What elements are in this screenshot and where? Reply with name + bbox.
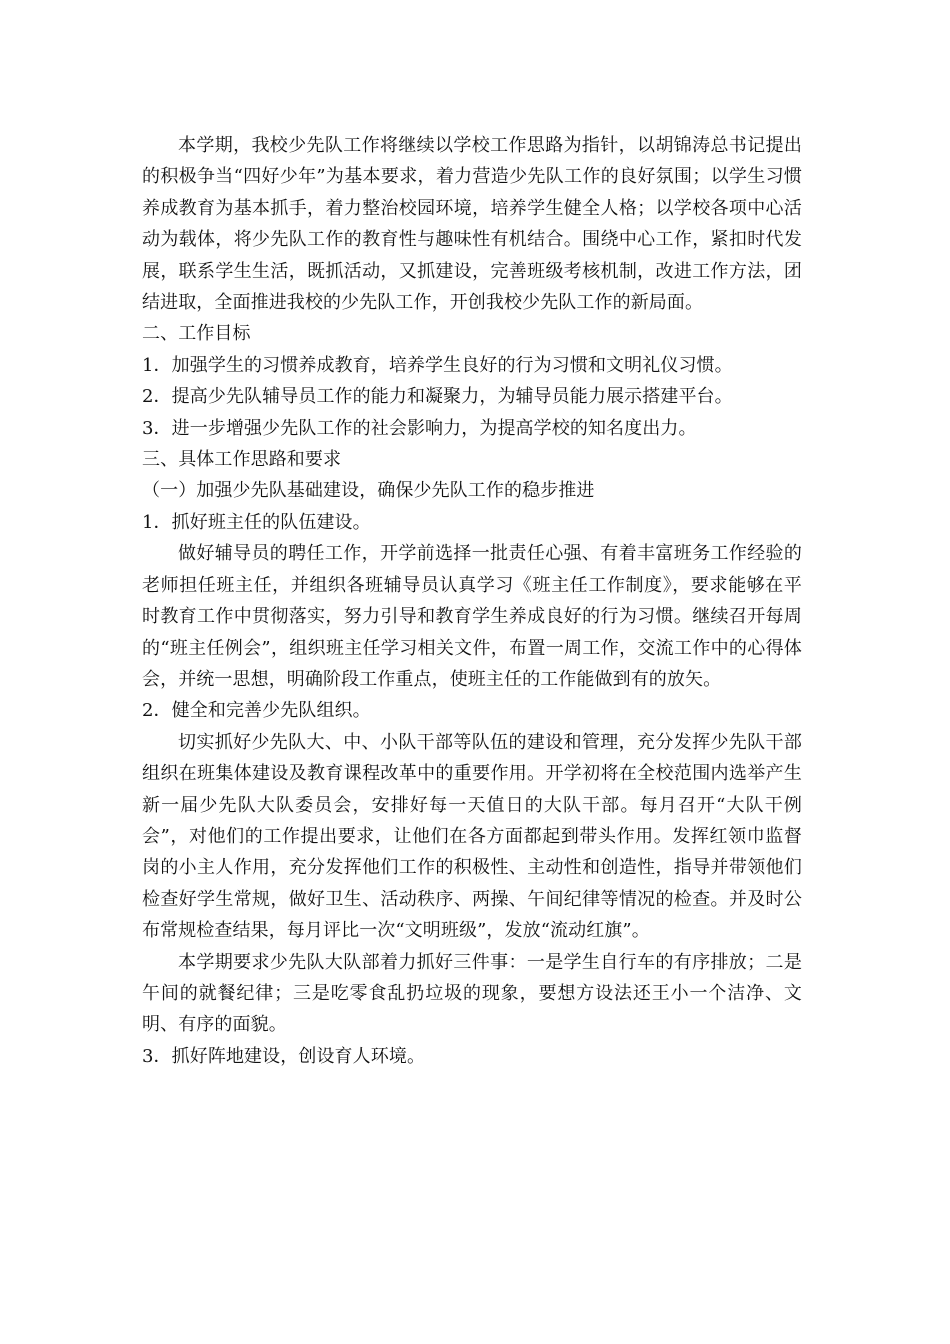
intro-paragraph: 本学期，我校少先队工作将继续以学校工作思路为指针，以胡锦涛总书记提出的积极争当“四好少年”为基本要求，着力营造少先队工作的良好氛围；以学生习惯养成教育为基本抓手，着力整治校园环境，培养学生健全人格；以学校各项中心活动为载体，将少先队工作的教育性与趣味性有机结合。围绕中心工作，紧扣时代发展，联系学生生活，既抓活动，又抓建设，完善班级考核机制，改进工作方法，团结进取，全面推进我校的少先队工作，开创我校少先队工作的新局面。 (142, 135, 802, 314)
goal-item-3: 3．进一步增强少先队工作的社会影响力，为提高学校的知名度出力。 (142, 417, 697, 439)
item-teacher-team: 1．抓好班主任的队伍建设。 (142, 511, 371, 533)
goal-item-2: 2．提高少先队辅导员工作的能力和凝聚力，为辅导员能力展示搭建平台。 (142, 386, 733, 408)
paragraph-three-tasks: 本学期要求少先队大队部着力抓好三件事：一是学生自行车的有序排放；二是午间的就餐纪律；三是吃零食乱扔垃圾的现象，要想方设法还王小一个洁净、文明、有序的面貌。 (142, 951, 802, 1036)
item-environment: 3．抓好阵地建设，创设育人环境。 (142, 1045, 426, 1067)
item-organization: 2．健全和完善少先队组织。 (142, 700, 371, 722)
paragraph-teacher-team: 做好辅导员的聘任工作，开学前选择一批责任心强、有着丰富班务工作经验的老师担任班主任，并组织各班辅导员认真学习《班主任工作制度》，要求能够在平时教育工作中贯彻落实，努力引导和教育学生养成良好的行为习惯。继续召开每周的“班主任例会”，组织班主任学习相关文件，布置一周工作，交流工作中的心得体会，并统一思想，明确阶段工作重点，使班主任的工作能做到有的放矢。 (142, 543, 802, 690)
paragraph-organization: 切实抓好少先队大、中、小队干部等队伍的建设和管理，充分发挥少先队干部组织在班集体建设及教育课程改革中的重要作用。开学初将在全校范围内选举产生新一届少先队大队委员会，安排好每一天值日的大队干部。每月召开“大队干例会”，对他们的工作提出要求，让他们在各方面都起到带头作用。发挥红领巾监督岗的小主人作用，充分发挥他们工作的积极性、主动性和创造性，指导并带领他们检查好学生常规，做好卫生、活动秩序、两操、午间纪律等情况的检查。并及时公布常规检查结果，每月评比一次“文明班级”，发放“流动红旗”。 (142, 731, 802, 942)
document-body (142, 130, 802, 1072)
section-heading-requirements: 三、具体工作思路和要求 (142, 449, 342, 471)
section-heading-goals: 二、工作目标 (142, 323, 251, 345)
goal-item-1: 1．加强学生的习惯养成教育，培养学生良好的行为习惯和文明礼仪习惯。 (142, 354, 733, 376)
subsection-heading-foundation: （一）加强少先队基础建设，确保少先队工作的稳步推进 (142, 480, 595, 502)
